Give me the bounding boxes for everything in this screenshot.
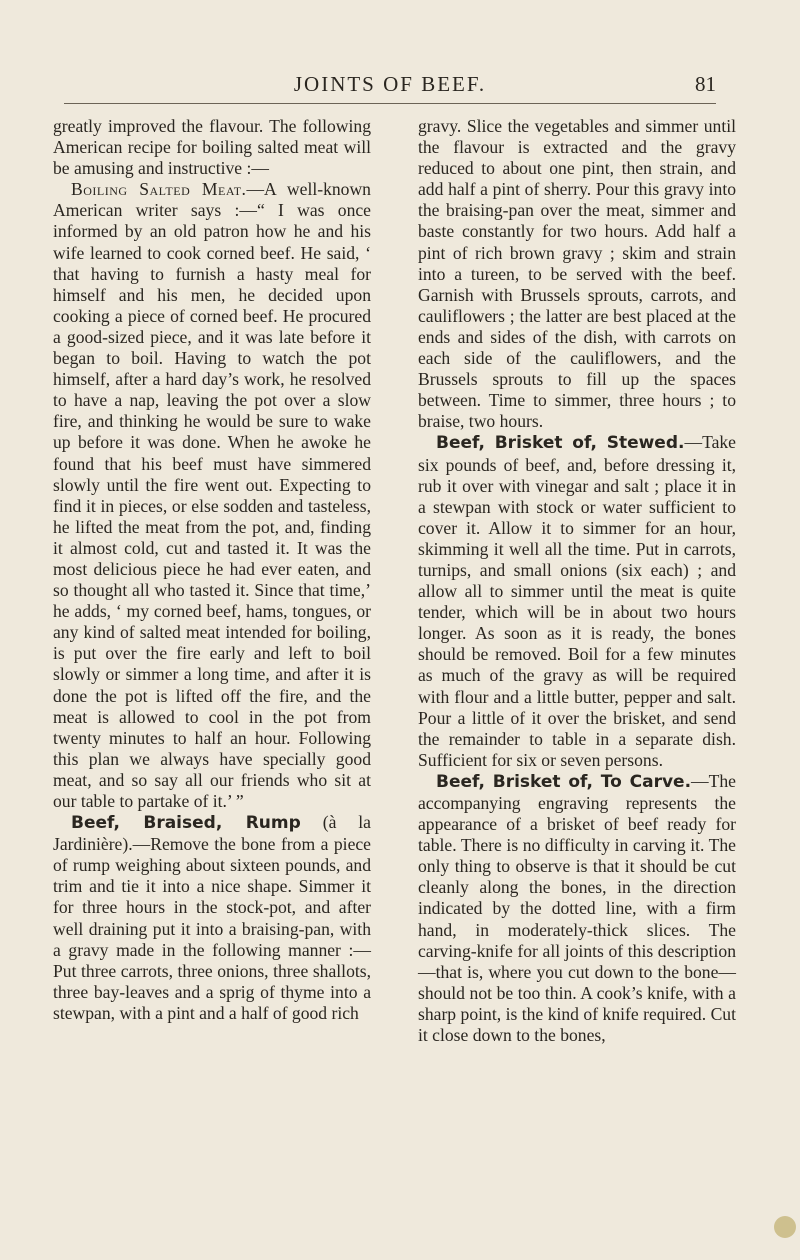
recipe-brisket-to-carve <box>418 771 736 1046</box>
page-number: 81 <box>695 72 716 96</box>
header-rule <box>64 103 716 104</box>
recipe-body: —Take six pounds of beef, and, before dressing it, rub it over with vinegar and salt ; place it in a stewpan with stock or water sufficient to cover it. Allow it to simmer for an hour, skimming it well all the time. Put in carrots, turnips, and small onions (six each) ; and allow all to simmer until the meat is quite tender, which will be in about two hours longer. As soon as it is ready, the bones should be removed. Boil for a few minutes as much of the gravy as will be required with flour and a little butter, pepper and salt. Pour a little of it over the brisket, and send the remainder to table in a separate dish. Sufficient for six or seven persons. <box>418 432 736 770</box>
recipe-boiling-salted-meat <box>53 179 371 812</box>
running-title: JOINTS OF BEEF. <box>293 72 487 96</box>
recipe-heading: Beef, Braised, Rump <box>71 813 301 834</box>
recipe-beef-braised-rump <box>53 812 371 1024</box>
recipe-body: —A well-known American writer says :—“ I was once informed by an old patron how he and his wife learned to cook corned beef. He said, ‘ that having to furnish a hasty meal for himself and his men, he decided upon cooking a piece of corned beef. He procured a good-sized piece, and it was late before it began to boil. Having to watch the pot himself, after a hard day’s work, he resolved to have a nap, leaving the pot over a slow fire, and thinking he would be sure to wake up before it was done. When he awoke he found that his beef must have simmered slowly until the fire went out. Expecting to find it in pieces, or else sodden and tasteless, he lifted the meat from the pot, and, finding it almost cold, cut and tasted it. It was the most delicious piece he had ever eaten, and so thought all who tasted it. Since that time,’ he adds, ‘ my corned beef, hams, tongues, or any kind of salted meat intended for boiling, is put over the fire early and left to boil slowly or simmer a long time, and after it is done the pot is lifted off the fire, and the meat is allowed to cool in the pot from twenty minutes to half an hour. Following this plan we always have specially good meat, and so say all our friends who sit at our table to partake of it.’ ” <box>53 179 371 811</box>
recipe-body: (à la Jardinière).—Remove the bone from a piece of rump weighing about sixteen pounds, and trim and tie it into a nice shape. Simmer it for three hours in the stock-pot, and after well draining put it into a braising-pan, with a gravy made in the following manner :—Put three carrots, three onions, three shallots, three bay-leaves and a sprig of thyme into a stewpan, with a pint and a half of good rich <box>53 812 371 1023</box>
paragraph-continued: greatly improved the flavour. The following American recipe for boiling salted meat will be amusing and instructive :— <box>53 116 371 179</box>
running-header <box>64 72 716 102</box>
paper-stain <box>774 1216 796 1238</box>
left-column <box>53 116 371 1024</box>
recipe-heading: Beef, Brisket of, To Carve. <box>436 771 692 792</box>
paragraph-continued: gravy. Slice the vegetables and simmer until the flavour is extracted and the gravy reduced to about one pint, then strain, and add half a pint of sherry. Pour this gravy into the braising-pan over the meat, simmer and baste constantly for two hours. Add half a pint of rich brown gravy ; skim and strain into a tureen, to be served with the beef. Garnish with Brussels sprouts, carrots, and cauliflowers ; the latter are best placed at the ends and sides of the dish, with carrots on each side of the cauliflowers, and the Brussels sprouts to fill up the spaces between. Time to simmer, three hours ; to braise, two hours. <box>418 116 736 432</box>
recipe-heading: Boiling Salted Meat. <box>71 179 247 200</box>
right-column <box>418 116 736 1046</box>
recipe-brisket-stewed <box>418 432 736 771</box>
recipe-body: —The accompanying engraving represents the appearance of a brisket of beef ready for table. There is no difficulty in carving it. The only thing to observe is that it should be cut cleanly along the bones, in the direction indicated by the dotted line, with a firm hand, in moderately-thick slices. The carving-knife for all joints of this description—that is, where you cut down to the bone—should not be too thin. A cook’s knife, with a sharp point, is the kind of knife required. Cut it close down to the bones, <box>418 770 736 1046</box>
recipe-heading: Beef, Brisket of, Stewed. <box>436 433 685 454</box>
